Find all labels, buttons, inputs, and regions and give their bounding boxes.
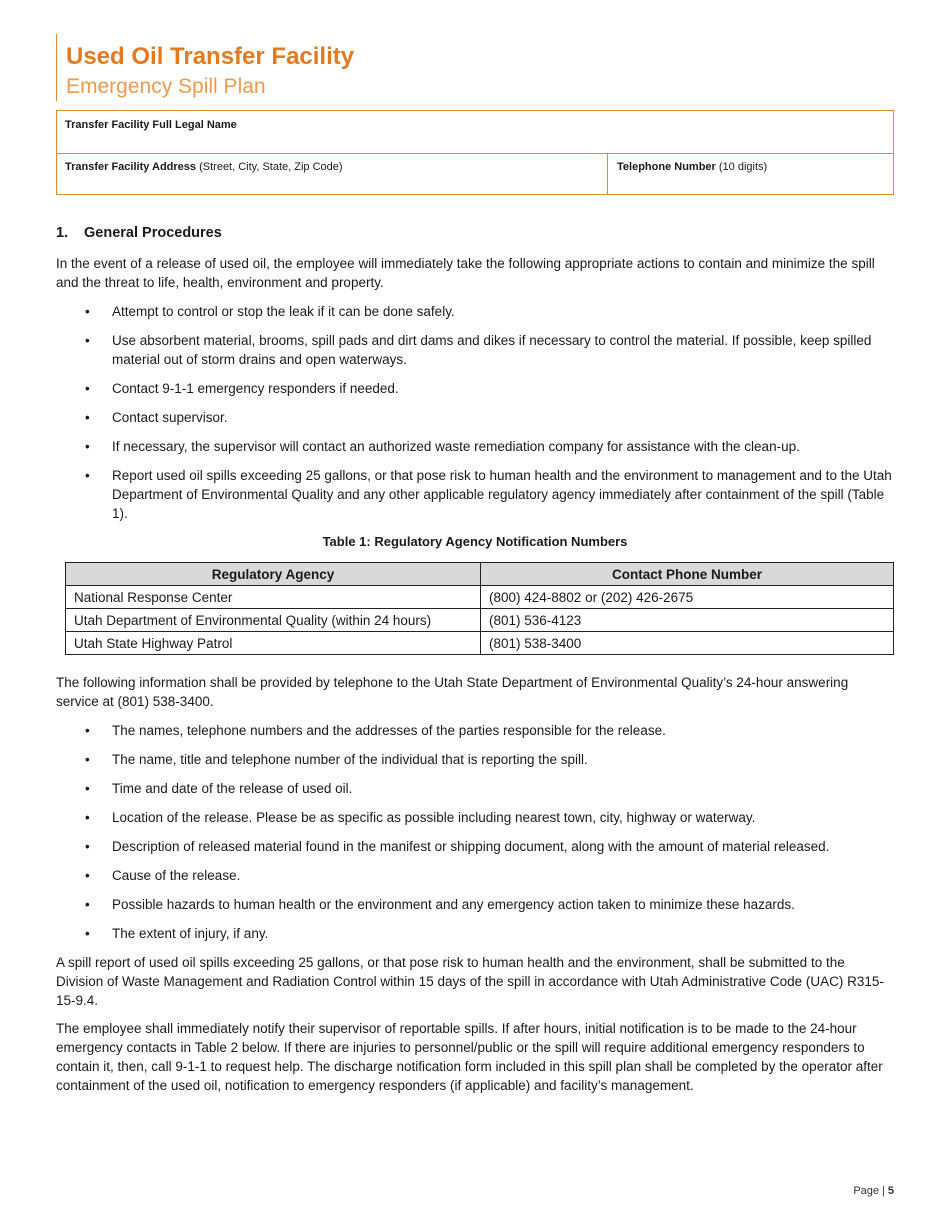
table-cell: (801) 536-4123 <box>481 609 894 632</box>
table-row <box>66 586 894 609</box>
list-item: • Location of the release. Please be as specific as possible including nearest town, city, highway or waterway. <box>85 810 756 825</box>
page-label: Page <box>853 1185 880 1197</box>
list-item: • Time and date of the release of used oil. <box>85 781 353 796</box>
bullet-icon: • <box>85 839 90 854</box>
bullet-icon: • <box>85 439 90 454</box>
legal-name-field[interactable] <box>57 111 893 154</box>
bullet-icon: • <box>85 781 90 796</box>
telephone-label: Telephone Number <box>617 161 716 173</box>
telephone-field[interactable] <box>617 161 887 191</box>
table-cell: (801) 538-3400 <box>481 632 894 655</box>
list-item: • The names, telephone numbers and the addresses of the parties responsible for the release. <box>85 723 666 738</box>
list-item: • The name, title and telephone number of the individual that is reporting the spill. <box>85 752 588 767</box>
form-divider <box>607 154 608 195</box>
page-subtitle: Emergency Spill Plan <box>66 75 266 98</box>
bullet-icon: • <box>85 381 90 396</box>
table-cell: National Response Center <box>66 586 481 609</box>
page-number: 5 <box>887 1185 894 1197</box>
address-label: Transfer Facility Address <box>65 161 197 173</box>
list-item: • Report used oil spills exceeding 25 gallons, or that pose risk to human health and the environment to management and to the Utah Department of Environmental Quality and any other applicable regulatory agency immediately after containment of the spill (Table 1). <box>85 468 892 521</box>
list-item: • Description of released material found in the manifest or shipping document, along with the amount of material released. <box>85 839 830 854</box>
bullet-icon: • <box>85 868 90 883</box>
document-header <box>56 34 894 101</box>
bullet-icon: • <box>85 304 90 319</box>
legal-name-label: Transfer Facility Full Legal Name <box>65 119 237 131</box>
report-paragraph: A spill report of used oil spills exceeding 25 gallons, or that pose risk to human health and the environment, shall be submitted to the Division of Waste Management and Radiation Control within 15 days of the spill in accordance with Utah Administrative Code (UAC) R315-15-9.4. <box>56 955 884 1008</box>
table-header-row <box>66 563 894 586</box>
column-header: Contact Phone Number <box>481 563 894 586</box>
bullet-icon: • <box>85 468 90 483</box>
table-row <box>66 609 894 632</box>
info-list <box>56 721 894 953</box>
notify-paragraph: The employee shall immediately notify their supervisor of reportable spills. If after hours, initial notification is to be made to the 24-hour emergency contacts in Table 2 below. If there are injuries to personnel/public or the spill will require additional emergency responders to contain it, then, call 9-1-1 to request help. The discharge notification form included in this spill plan shall be completed by the operator after containment of the used oil, notification to emergency responders (if applicable) and facility’s management. <box>56 1021 883 1093</box>
section-title: General Procedures <box>84 225 222 241</box>
agency-table <box>65 562 894 655</box>
section-number: 1. <box>56 225 69 241</box>
section-heading <box>56 225 222 241</box>
page-footer <box>853 1185 894 1197</box>
telephone-hint: (10 digits) <box>715 161 768 173</box>
bullet-icon: • <box>85 752 90 767</box>
list-item: • Attempt to control or stop the leak if it can be done safely. <box>85 304 455 319</box>
bullet-icon: • <box>85 333 90 348</box>
list-item: • Contact supervisor. <box>85 410 228 425</box>
table-caption: Table 1: Regulatory Agency Notification Numbers <box>322 534 628 549</box>
facility-info-form <box>56 110 894 195</box>
action-list <box>56 302 894 533</box>
bullet-icon: • <box>85 897 90 912</box>
list-item: • Contact 9-1-1 emergency responders if needed. <box>85 381 399 396</box>
list-item: • If necessary, the supervisor will contact an authorized waste remediation company for assistance with the clean-up. <box>85 439 800 454</box>
table-cell: Utah Department of Environmental Quality (within 24 hours) <box>66 609 481 632</box>
list-item: • Possible hazards to human health or the environment and any emergency action taken to minimize these hazards. <box>85 897 795 912</box>
page-title: Used Oil Transfer Facility <box>66 43 355 70</box>
intro-paragraph: In the event of a release of used oil, the employee will immediately take the following appropriate actions to contain and minimize the spill and the threat to life, health, environment and property. <box>56 256 875 290</box>
list-item: • The extent of injury, if any. <box>85 926 269 941</box>
bullet-icon: • <box>85 926 90 941</box>
bullet-icon: • <box>85 810 90 825</box>
list-item: • Cause of the release. <box>85 868 241 883</box>
info-intro-paragraph: The following information shall be provided by telephone to the Utah State Department of Environmental Quality’s 24-hour answering service at (801) 538-3400. <box>56 675 849 709</box>
column-header: Regulatory Agency <box>66 563 481 586</box>
table-row <box>66 632 894 655</box>
list-item: • Use absorbent material, brooms, spill pads and dirt dams and dikes if necessary to control the material. If possible, keep spilled material out of storm drains and open waterways. <box>85 333 872 367</box>
bullet-icon: • <box>85 410 90 425</box>
table-cell: (800) 424-8802 or (202) 426-2675 <box>481 586 894 609</box>
address-field[interactable] <box>65 161 595 191</box>
table-cell: Utah State Highway Patrol <box>66 632 481 655</box>
bullet-icon: • <box>85 723 90 738</box>
address-hint: (Street, City, State, Zip Code) <box>196 161 343 173</box>
footer-separator: | <box>882 1185 885 1197</box>
